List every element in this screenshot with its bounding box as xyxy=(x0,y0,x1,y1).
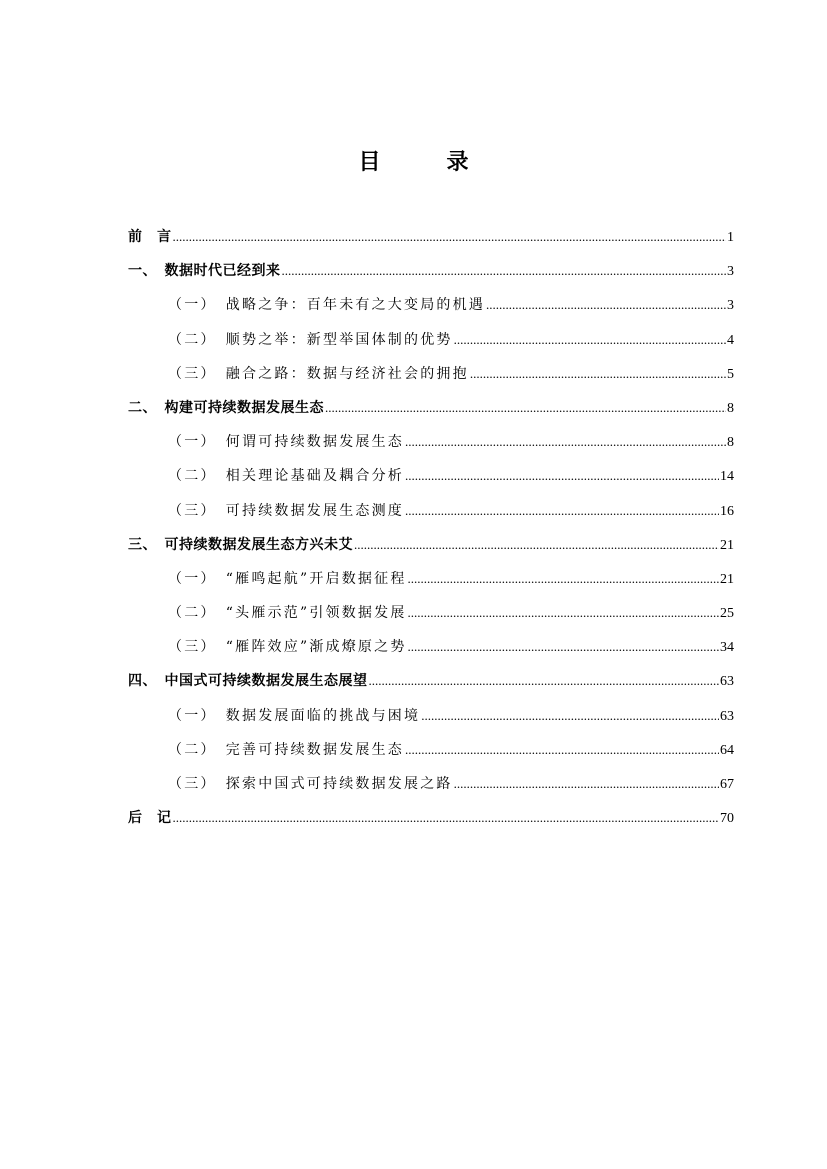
toc-entry-page-number: 16 xyxy=(720,503,734,519)
toc-entry-page-number: 21 xyxy=(720,571,734,587)
dot-leader xyxy=(354,530,719,560)
dot-leader xyxy=(454,325,726,355)
dot-leader xyxy=(408,632,719,662)
toc-entry-page-number: 64 xyxy=(720,742,734,758)
toc-entry-page-number: 25 xyxy=(720,606,734,622)
toc-entry-label: （三） 融合之路：数据与经济社会的拥抱 xyxy=(168,365,469,382)
toc-entry-page-number: 1 xyxy=(727,230,734,245)
toc-entry[interactable] xyxy=(128,666,734,700)
dot-leader xyxy=(486,290,726,320)
toc-entry-page-number: 70 xyxy=(720,811,734,827)
dot-leader xyxy=(421,701,719,731)
toc-entry[interactable] xyxy=(128,256,734,290)
toc-entry-page-number: 67 xyxy=(720,777,734,792)
toc-entry[interactable] xyxy=(128,598,734,632)
dot-leader xyxy=(173,222,727,252)
toc-entry[interactable] xyxy=(128,564,734,598)
toc-entry-label: 三、 可持续数据发展生态方兴未艾 xyxy=(128,536,353,553)
toc-entry-page-number: 63 xyxy=(720,674,734,690)
toc-entry-label: （三） “雁阵效应”渐成燎原之势 xyxy=(168,639,407,656)
toc-entry-label: （一） “雁鸣起航”开启数据征程 xyxy=(168,570,407,587)
toc-entry[interactable] xyxy=(128,735,734,769)
toc-entry-label: （三） 可持续数据发展生态测度 xyxy=(168,502,404,519)
toc-entry[interactable] xyxy=(128,461,734,495)
dot-leader xyxy=(173,803,720,833)
dot-leader xyxy=(369,666,720,696)
toc-entry-page-number: 8 xyxy=(727,435,734,451)
toc-entry-label: （二） 顺势之举：新型举国体制的优势 xyxy=(168,331,453,348)
toc-entry-label: 四、 中国式可持续数据发展生态展望 xyxy=(128,673,368,690)
toc-entry[interactable] xyxy=(128,427,734,461)
toc-entry-label: （一） 何谓可持续数据发展生态 xyxy=(168,434,404,451)
table-of-contents xyxy=(128,222,734,837)
toc-entry-label: 前 言 xyxy=(128,229,172,245)
toc-entry[interactable] xyxy=(128,393,734,427)
toc-entry-page-number: 63 xyxy=(720,708,734,724)
toc-entry-label: （三） 探索中国式可持续数据发展之路 xyxy=(168,776,453,792)
toc-title: 目 录 xyxy=(358,150,491,175)
toc-entry[interactable] xyxy=(128,325,734,359)
toc-entry-page-number: 21 xyxy=(720,537,734,553)
dot-leader xyxy=(325,393,726,423)
toc-entry[interactable] xyxy=(128,222,734,256)
toc-entry-label: 后 记 xyxy=(128,810,172,827)
dot-leader xyxy=(405,496,719,526)
toc-entry[interactable] xyxy=(128,803,734,837)
toc-entry[interactable] xyxy=(128,632,734,666)
toc-entry-label: （一） 数据发展面临的挑战与困境 xyxy=(168,707,421,724)
dot-leader xyxy=(408,598,719,628)
toc-entry[interactable] xyxy=(128,359,734,393)
toc-entry-page-number: 34 xyxy=(720,640,734,656)
toc-entry[interactable] xyxy=(128,769,734,803)
toc-entry-page-number: 4 xyxy=(727,332,734,348)
toc-entry[interactable] xyxy=(128,530,734,564)
toc-entry-label: 一、 数据时代已经到来 xyxy=(128,263,281,280)
toc-entry-page-number: 14 xyxy=(720,469,734,485)
dot-leader xyxy=(405,427,726,457)
toc-entry-page-number: 8 xyxy=(727,400,734,416)
dot-leader xyxy=(470,359,726,389)
dot-leader xyxy=(282,256,727,286)
toc-entry-label: （二） 完善可持续数据发展生态 xyxy=(168,741,404,758)
dot-leader xyxy=(405,735,719,765)
toc-entry-label: 二、 构建可持续数据发展生态 xyxy=(128,399,324,416)
toc-entry-label: （二） 相关理论基础及耦合分析 xyxy=(168,468,404,485)
toc-entry-label: （二） “头雁示范”引领数据发展 xyxy=(168,605,407,622)
toc-entry-page-number: 3 xyxy=(727,298,734,314)
toc-entry[interactable] xyxy=(128,701,734,735)
dot-leader xyxy=(408,564,719,594)
toc-entry-page-number: 3 xyxy=(727,264,734,280)
dot-leader xyxy=(454,769,719,799)
toc-entry[interactable] xyxy=(128,496,734,530)
toc-entry[interactable] xyxy=(128,290,734,324)
dot-leader xyxy=(405,461,719,491)
toc-entry-page-number: 5 xyxy=(727,366,734,382)
toc-entry-label: （一） 战略之争：百年未有之大变局的机遇 xyxy=(168,297,485,314)
